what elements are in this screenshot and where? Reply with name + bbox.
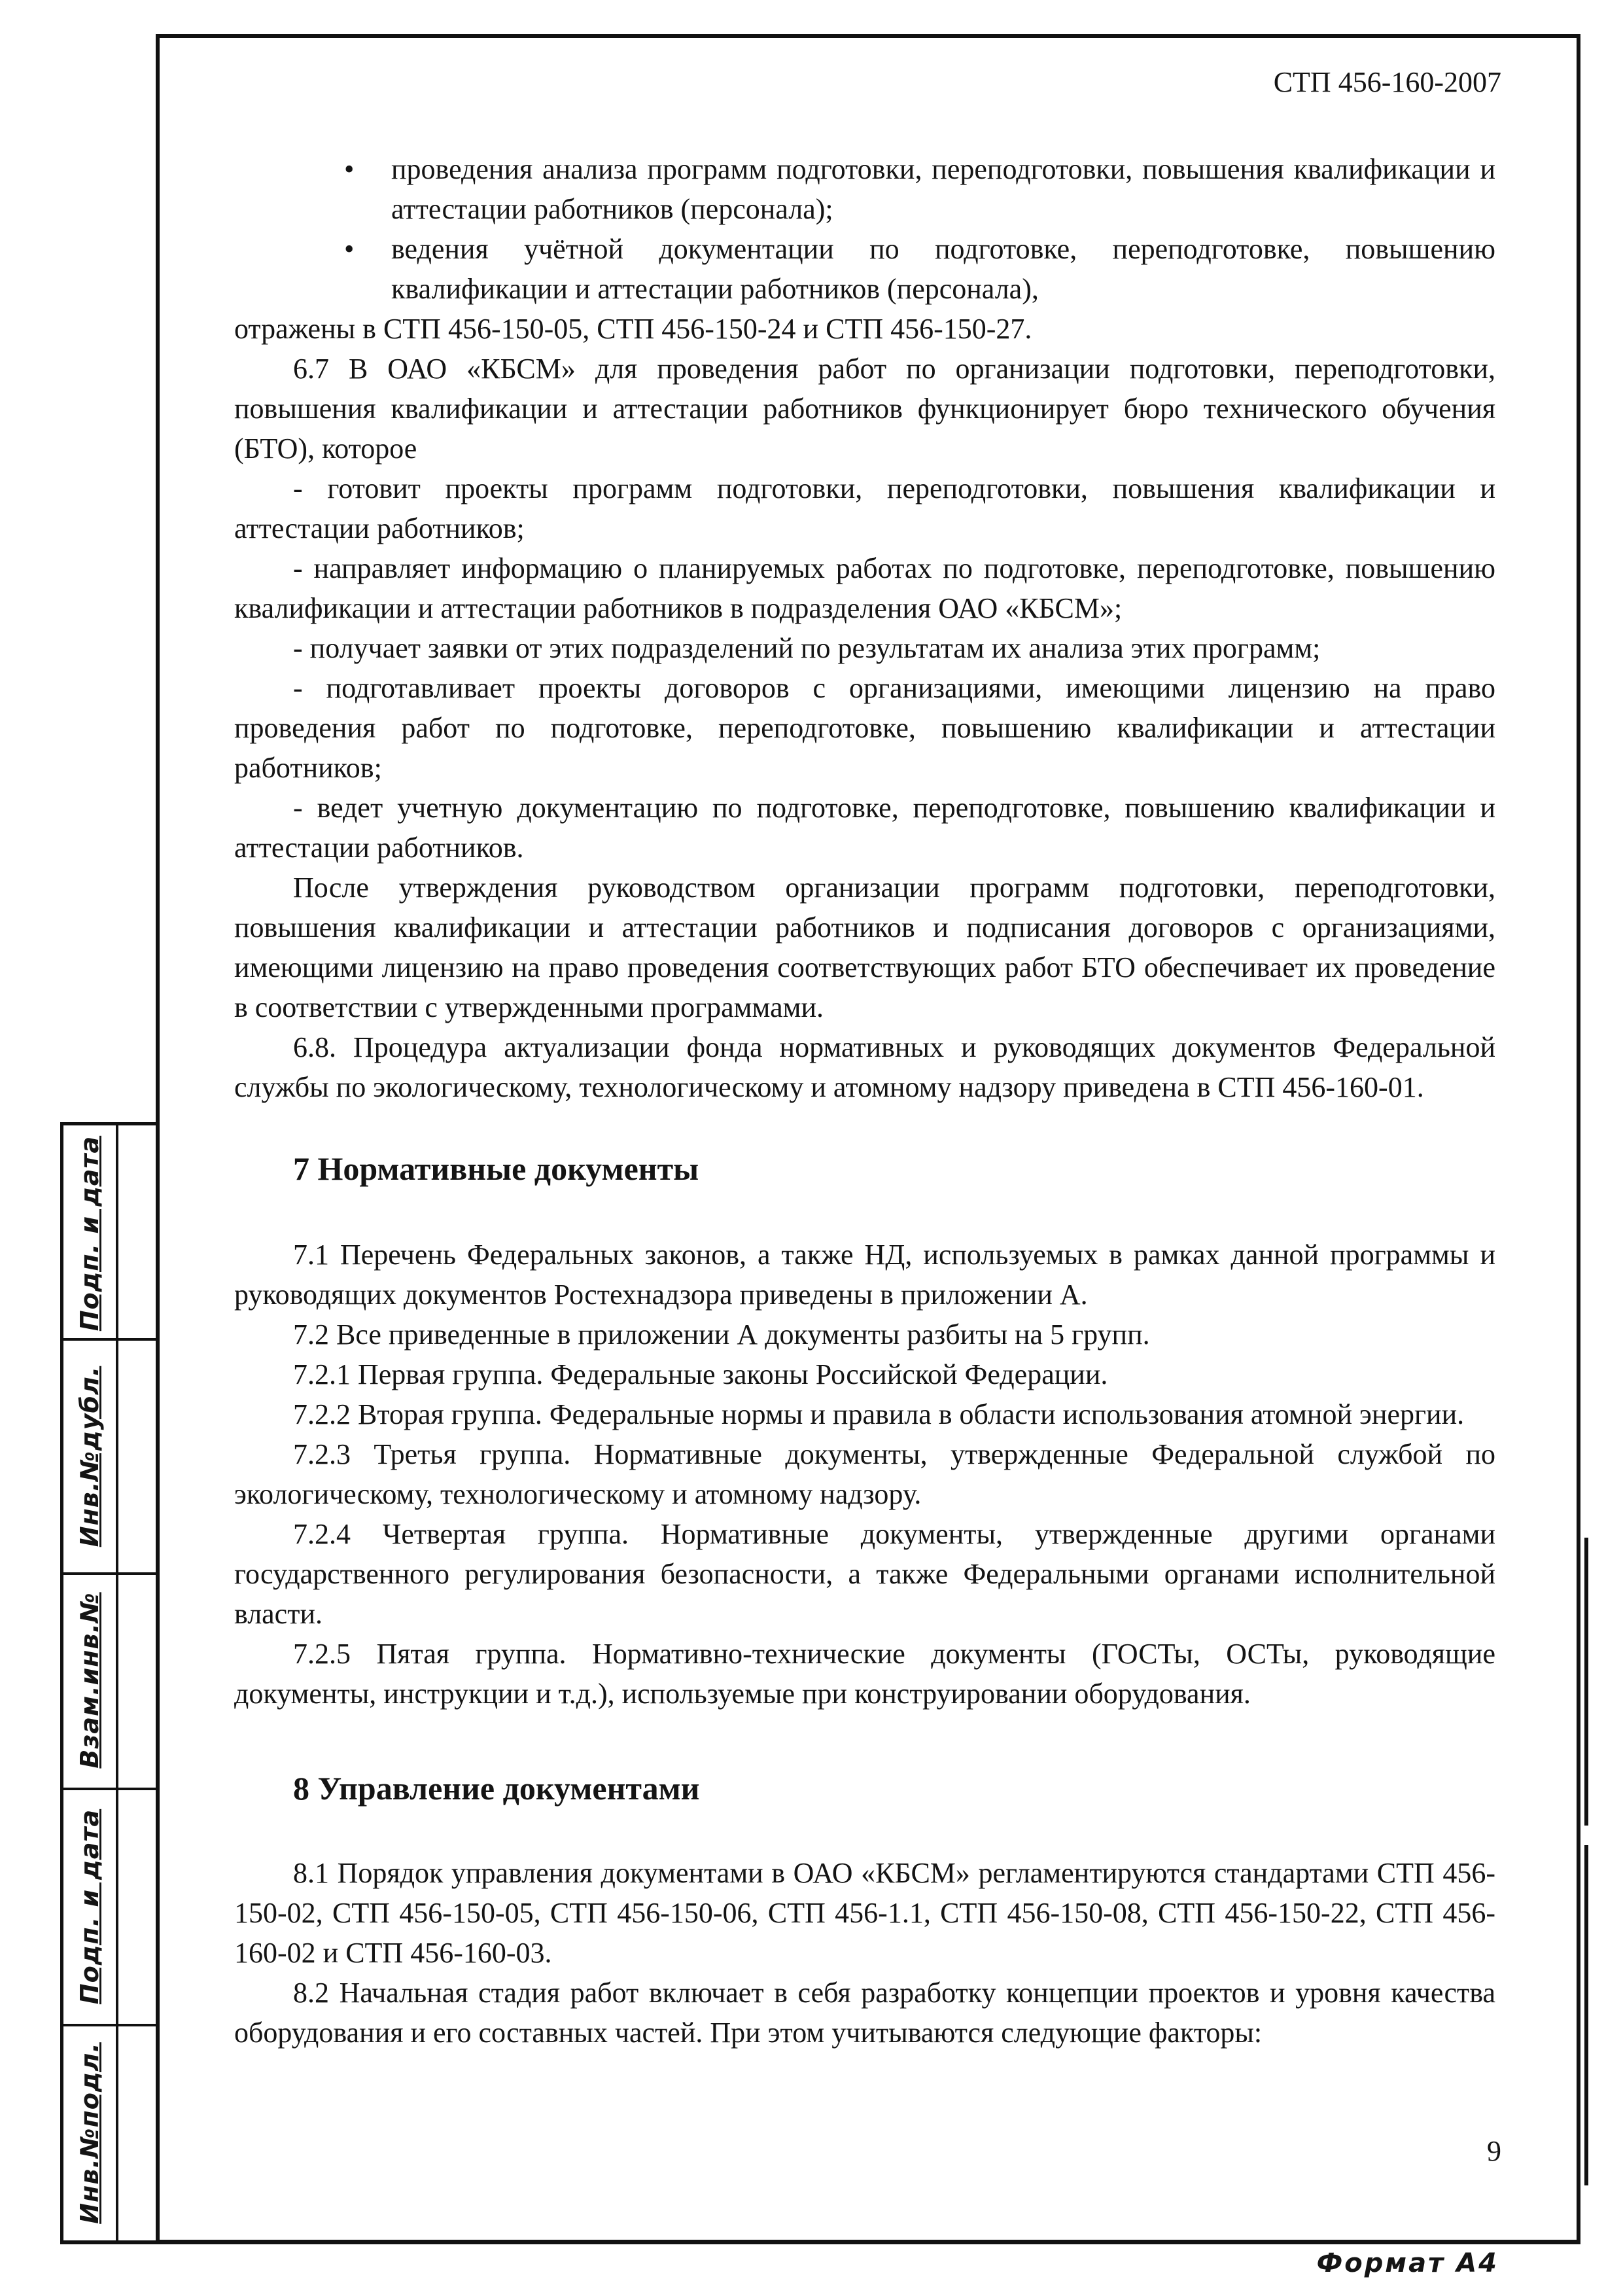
document-code: СТП 456-160-2007 [1273, 66, 1501, 98]
paragraph-6-7: 6.7 В ОАО «КБСМ» для проведения работ по организации подготовки, переподготовки, повышения квалификации и аттестации работников функционирует бюро технического обучения (БТО), которое [234, 353, 1495, 465]
dash-item: - ведет учетную документацию по подготовке, переподготовке, повышению квалификации и аттестации работников. [234, 792, 1495, 864]
stamp-label-sign-date-2: Подп. и дата [75, 1809, 104, 2005]
page-number: 9 [1487, 2135, 1501, 2167]
format-label: Формат А4 [1316, 2248, 1499, 2278]
stamp-label-dup-inv: Инв.№дубл. [75, 1366, 104, 1547]
document-body [234, 149, 1495, 2053]
bullet-icon: • [344, 233, 355, 265]
section-heading-7: 7 Нормативные документы [293, 1150, 699, 1187]
paragraph-7-2-3: 7.2.3 Третья группа. Нормативные документы, утвержденные Федеральной службой по экологическому, технологическому и атомному надзору. [234, 1438, 1495, 1510]
paragraph-7-2-5: 7.2.5 Пятая группа. Нормативно-технические документы (ГОСТы, ОСТы, руководящие документы, инструкции и т.д.), используемые при конструировании оборудования. [234, 1638, 1495, 1710]
stamp-row-line [63, 1788, 156, 1790]
paragraph: После утверждения руководством организации программ подготовки, переподготовки, повышения квалификации и аттестации работников и подписания договоров с организациями, имеющими лицензию на право проведения соответствующих работ БТО обеспечивает их проведение в соответствии с утвержденными программами. [234, 872, 1495, 1023]
paragraph-8-1: 8.1 Порядок управления документами в ОАО «КБСМ» регламентируются стандартами СТП 456-150-02, СТП 456-150-05, СТП 456-150-06, СТП 456-1.1, СТП 456-150-08, СТП 456-150-22, СТП 456-160-02 и СТП 456-160-03. [234, 1857, 1495, 1969]
stamp-row-line [63, 1572, 156, 1575]
section-heading-8: 8 Управление документами [293, 1770, 700, 1807]
paragraph-7-2: 7.2 Все приведенные в приложении А документы разбиты на 5 групп. [293, 1318, 1150, 1351]
frame-edge-mark [1584, 1538, 1588, 1826]
paragraph-7-1: 7.1 Перечень Федеральных законов, а также НД, используемых в рамках данной программы и руководящих документов Ростехнадзора приведены в приложении А. [234, 1239, 1495, 1311]
paragraph: отражены в СТП 456-150-05, СТП 456-150-24 и СТП 456-150-27. [234, 313, 1032, 345]
stamp-divider [116, 1125, 118, 2240]
paragraph-7-2-4: 7.2.4 Четвертая группа. Нормативные документы, утвержденные другими органами государственного регулирования безопасности, а также Федеральными органами исполнительной власти. [234, 1518, 1495, 1630]
dash-item: - готовит проекты программ подготовки, переподготовки, повышения квалификации и аттестации работников; [234, 472, 1495, 544]
bullet-icon: • [344, 153, 355, 185]
paragraph-8-2: 8.2 Начальная стадия работ включает в себя разработку концепции проектов и уровня качества оборудования и его составных частей. При этом учитываются следующие факторы: [234, 1977, 1495, 2049]
stamp-sidebar [60, 1122, 156, 2244]
dash-item: - подготавливает проекты договоров с организациями, имеющими лицензию на право проведения работ по подготовке, переподготовке, повышению квалификации и аттестации работников; [234, 672, 1495, 784]
paragraph-7-2-1: 7.2.1 Первая группа. Федеральные законы Российской Федерации. [293, 1358, 1108, 1390]
dash-item: - направляет информацию о планируемых работах по подготовке, переподготовке, повышению квалификации и аттестации работников в подразделения ОАО «КБСМ»; [234, 552, 1495, 624]
stamp-label-replace-inv: Взам.инв.№ [75, 1592, 104, 1769]
paragraph-6-8: 6.8. Процедура актуализации фонда нормативных и руководящих документов Федеральной службы по экологическому, технологическому и атомному надзору приведена в СТП 456-160-01. [234, 1031, 1495, 1103]
stamp-row-line [63, 2024, 156, 2026]
bullet-item: • ведения учётной документации по подготовке, переподготовке, повышению квалификации и аттестации работников (персонала), [234, 229, 1495, 309]
dash-item: - получает заявки от этих подразделений по результатам их анализа этих программ; [293, 632, 1321, 664]
bullet-item: • проведения анализа программ подготовки, переподготовки, повышения квалификации и аттестации работников (персонала); [234, 149, 1495, 229]
stamp-row-line [63, 1338, 156, 1341]
paragraph-7-2-2: 7.2.2 Вторая группа. Федеральные нормы и правила в области использования атомной энергии. [293, 1398, 1465, 1430]
stamp-label-sign-date: Подп. и дата [75, 1135, 104, 1332]
stamp-label-orig-inv: Инв.№подл. [75, 2042, 104, 2224]
frame-edge-mark [1584, 1845, 1588, 2185]
